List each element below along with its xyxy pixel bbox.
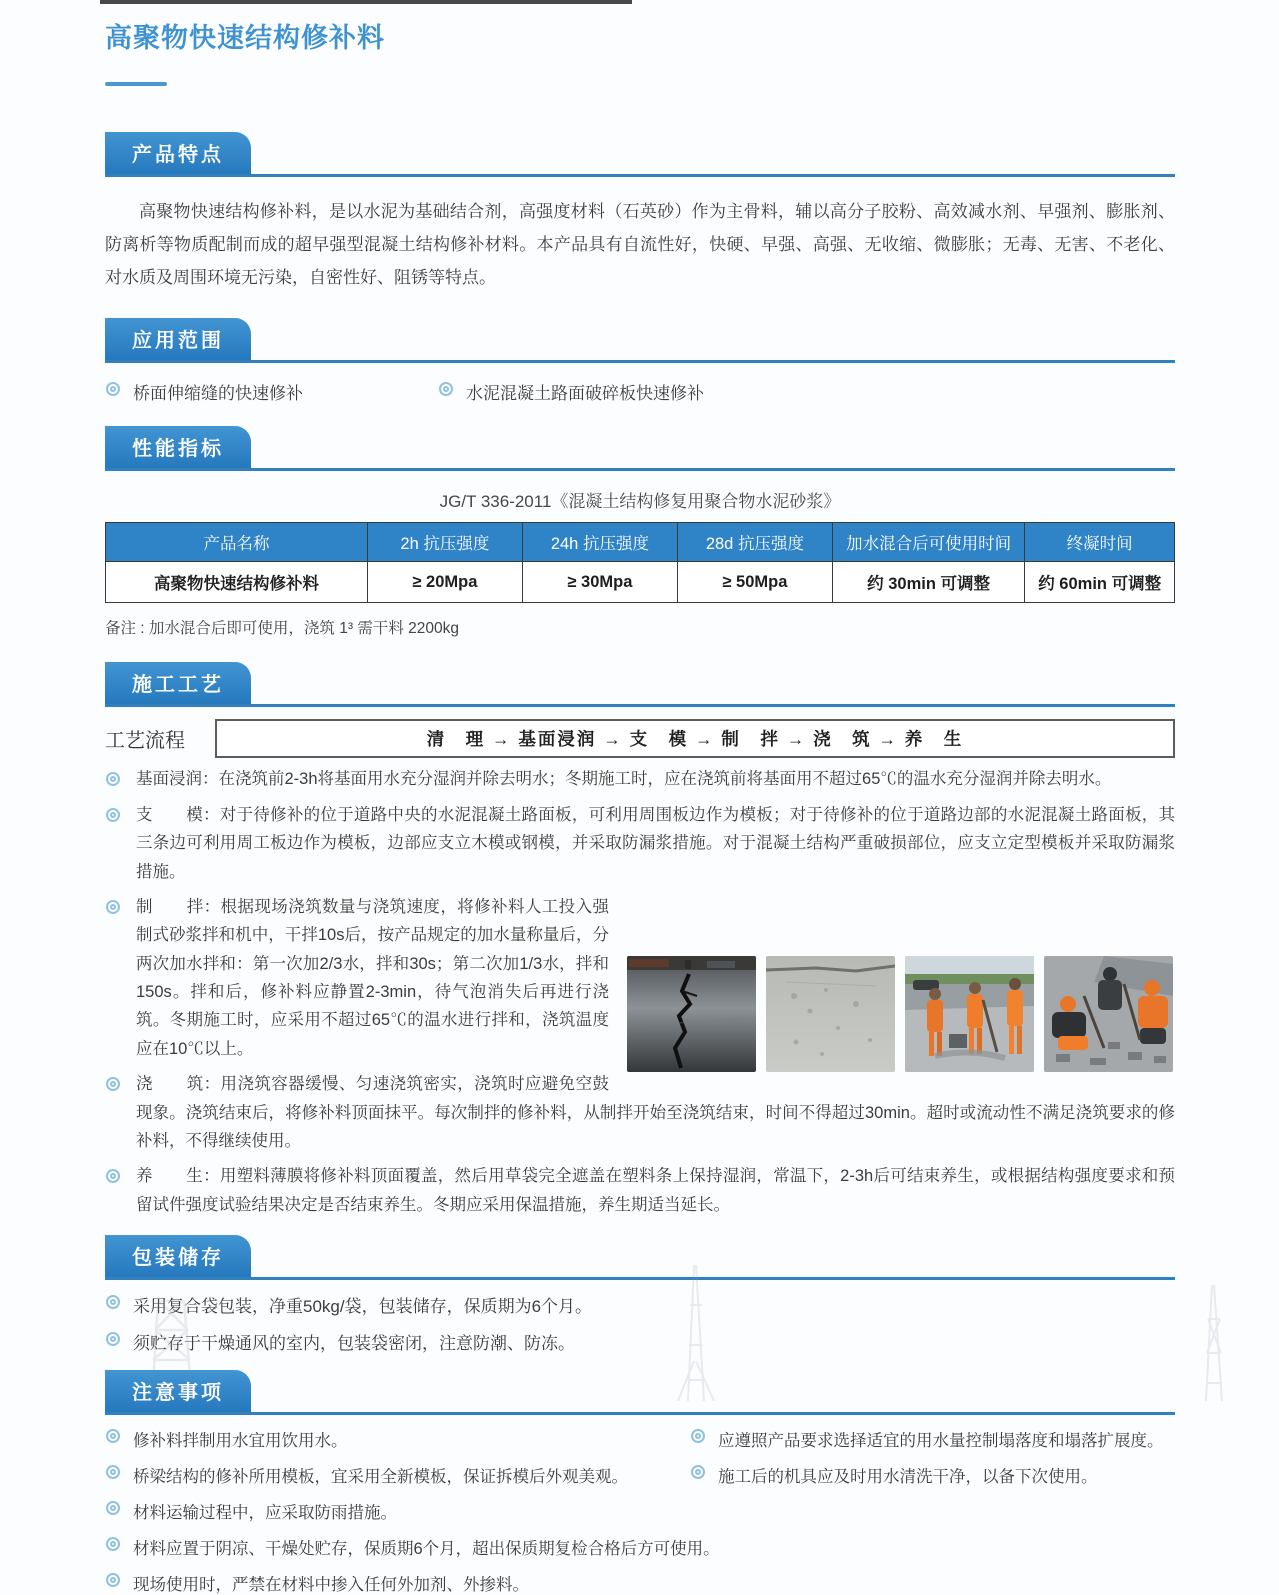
document-page — [105, 0, 1175, 1595]
process-step — [105, 801, 1175, 886]
process-steps — [105, 765, 1175, 1219]
ring-bullet-icon — [106, 900, 120, 914]
ring-bullet-icon — [106, 1332, 120, 1346]
note-item-text: 施工后的机具应及时用水清洗干净，以备下次使用。 — [718, 1468, 1098, 1487]
page-title: 高聚物快速结构修补料 — [105, 23, 385, 53]
section-tab-applications: 应用范围 — [105, 318, 251, 360]
application-item-label: 桥面伸缩缝的快速修补 — [133, 384, 303, 404]
ring-bullet-icon — [106, 1295, 120, 1309]
list-item — [105, 1463, 690, 1487]
process-step-text: 基面浸润：在浇筑前2-3h将基面用水充分湿润并除去明水；冬期施工时，应在浇筑前将基面用不超过65℃的温水充分湿润并除去明水。 — [136, 770, 1112, 789]
process-step-text: 制 拌：根据现场浇筑数量与浇筑速度，将修补料人工投入强制式砂浆拌和机中，干拌10s后，按产品规定的加水量称量后，分两次加水拌和：第一次加2/3水，拌和30s；第二次加1/3水，拌和150s。拌和后，修补料应静置2-3min，待气泡消失后再进行浇筑。冬期施工时，应采用不超过65℃的温水进行拌和，浇筑温度应在10℃以上。 — [136, 897, 609, 1058]
ring-bullet-icon — [106, 1169, 120, 1183]
process-step — [105, 1162, 1175, 1219]
section-header-features — [105, 132, 1175, 177]
section-tab-packaging: 包装储存 — [105, 1235, 251, 1277]
list-item — [690, 1427, 1175, 1451]
section-tab-process: 施工工艺 — [105, 662, 251, 704]
process-step-text: 浇 筑：用浇筑容器缓慢、匀速浇筑密实，浇筑时应避免空鼓现象。浇筑结束后，将修补料顶面抹平。每次制拌的修补料，从制拌开始至浇筑结束，时间不得超过30min。超时或流动性不满足浇筑要求的修补料，不得继续使用。 — [136, 1075, 1175, 1150]
process-step — [105, 1070, 1175, 1155]
table-header-cell: 加水混合后可使用时间 — [832, 523, 1024, 562]
ring-bullet-icon — [691, 1465, 705, 1479]
process-step-text: 支 模：对于待修补的位于道路中央的水泥混凝土路面板，可利用周围板边作为模板；对于待修补的位于道路边部的水泥混凝土路面板，其三条边可利用周工板边作为模板，边部应支立木模或钢模，并采取防漏浆措施。对于混凝土结构严重破损部位，应支立定型模板并采取防漏浆措施。 — [136, 805, 1175, 881]
list-item — [105, 379, 438, 404]
table-row — [106, 562, 1175, 603]
bridge-tower-watermark-icon — [138, 1300, 208, 1401]
table-footnote: 备注 : 加水混合后即可使用，浇筑 1³ 需干料 2200kg — [105, 620, 459, 638]
table-cell: ≥ 30Mpa — [522, 562, 677, 603]
list-item — [105, 1427, 690, 1451]
ring-bullet-icon — [691, 1429, 705, 1443]
note-item-text: 材料运输过程中，应采取防雨措施。 — [133, 1504, 397, 1523]
table-header-cell: 产品名称 — [106, 523, 368, 562]
ring-bullet-icon — [106, 1465, 120, 1479]
table-cell: 约 60min 可调整 — [1025, 562, 1175, 603]
process-flow-row — [105, 719, 1175, 758]
ring-bullet-icon — [106, 1077, 120, 1091]
note-item-text: 材料应置于阴凉、干燥处贮存，保质期6个月，超出保质期复检合格后方可使用。 — [133, 1540, 720, 1559]
ring-bullet-icon — [106, 382, 120, 396]
section-header-process — [105, 662, 1175, 707]
list-item — [105, 1329, 1175, 1354]
ring-bullet-icon — [106, 1501, 120, 1515]
section-header-performance — [105, 426, 1175, 471]
packaging-item-text: 采用复合袋包装，净重50kg/袋，包装储存，保质期为6个月。 — [133, 1297, 593, 1317]
table-header-cell: 终凝时间 — [1025, 523, 1175, 562]
application-item-label: 水泥混凝土路面破碎板快速修补 — [466, 384, 704, 404]
list-item — [105, 1499, 1175, 1523]
ring-bullet-icon — [106, 1429, 120, 1443]
section-tab-notes: 注意事项 — [105, 1370, 251, 1412]
note-item-text: 修补料拌制用水宜用饮用水。 — [133, 1432, 348, 1451]
performance-table — [105, 522, 1175, 603]
flow-label: 工艺流程 — [105, 730, 185, 753]
ring-bullet-icon — [439, 382, 453, 396]
section-header-packaging — [105, 1235, 1175, 1280]
section-tab-features: 产品特点 — [105, 132, 251, 174]
section-header-applications — [105, 318, 1175, 363]
process-step — [105, 765, 1175, 793]
section-tab-performance: 性能指标 — [105, 426, 251, 468]
ring-bullet-icon — [106, 772, 120, 786]
table-header-cell: 28d 抗压强度 — [677, 523, 832, 562]
title-underline — [105, 82, 167, 86]
list-item — [105, 1571, 1175, 1595]
ring-bullet-icon — [106, 808, 120, 822]
features-paragraph: 高聚物快速结构修补料，是以水泥为基础结合剂，高强度材料（石英砂）作为主骨料，辅以高分子胶粉、高效减水剂、早强剂、膨胀剂、防离析等物质配制而成的超早强型混凝土结构修补材料。本产品具有自流性好，快硬、早强、高强、无收缩、微膨胀；无毒、无害、不老化、对水质及周围环境无污染，自密性好、阻锈等特点。 — [105, 202, 1175, 288]
notes-list — [105, 1427, 1175, 1595]
table-header-cell: 2h 抗压强度 — [367, 523, 522, 562]
section-header-notes — [105, 1370, 1175, 1415]
note-item-text: 应遵照产品要求选择适宜的用水量控制塌落度和塌落扩展度。 — [718, 1432, 1164, 1451]
table-cell: 约 30min 可调整 — [832, 562, 1024, 603]
process-step — [105, 893, 1175, 1063]
list-item — [690, 1463, 1175, 1487]
spire-watermark-icon — [672, 1265, 718, 1401]
applications-list — [105, 379, 1175, 404]
packaging-item-text: 须贮存于干燥通风的室内，包装袋密闭，注意防潮、防冻。 — [133, 1334, 575, 1354]
process-step-text: 养 生：用塑料薄膜将修补料顶面覆盖，然后用草袋完全遮盖在塑料条上保持湿润，常温下，2-3h后可结束养生，或根据结构强度要求和预留试件强度试验结果决定是否结束养生。冬期应采用保温措施，养生期适当延长。 — [136, 1167, 1175, 1214]
list-item — [105, 1292, 1175, 1317]
table-cell: ≥ 50Mpa — [677, 562, 832, 603]
ring-bullet-icon — [106, 1537, 120, 1551]
packaging-list — [105, 1292, 1175, 1354]
list-item — [105, 1535, 1175, 1559]
table-header-row — [106, 523, 1175, 562]
list-item — [438, 379, 704, 404]
flow-diagram-box: 清 理 → 基面浸润 → 支 模 → 制 拌 → 浇 筑 → 养 生 — [215, 719, 1175, 758]
standard-reference: JG/T 336-2011《混凝土结构修复用聚合物水泥砂浆》 — [439, 492, 841, 512]
note-item-text: 桥梁结构的修补所用模板，宜采用全新模板，保证拆模后外观美观。 — [133, 1468, 628, 1487]
table-cell: ≥ 20Mpa — [367, 562, 522, 603]
table-header-cell: 24h 抗压强度 — [522, 523, 677, 562]
tower-watermark-icon — [1188, 1285, 1238, 1401]
note-item-text: 现场使用时，严禁在材料中掺入任何外加剂、外掺料。 — [133, 1576, 529, 1595]
table-cell: 高聚物快速结构修补料 — [106, 562, 368, 603]
ring-bullet-icon — [106, 1573, 120, 1587]
